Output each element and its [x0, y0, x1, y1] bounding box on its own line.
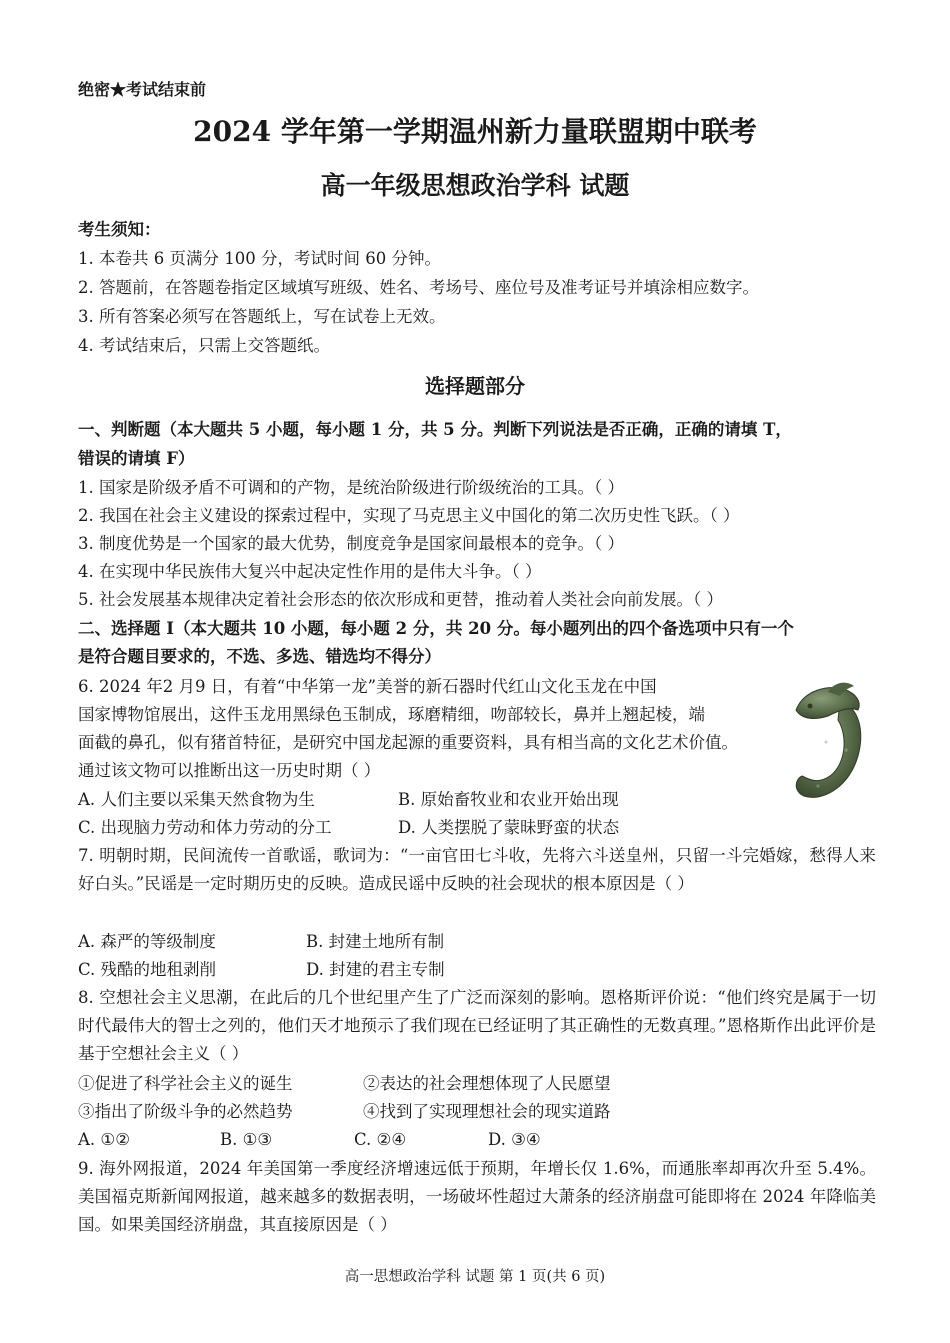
judgment-item: 5. 社会发展基本规律决定着社会形态的依次形成和更替，推动着人类社会向前发展。（ ） [78, 590, 723, 609]
part1-heading-cont: 错误的请填 F） [78, 449, 195, 468]
question-7-option-b: B. 封建土地所有制 [306, 932, 445, 951]
question-8-option-a: A. ①② [78, 1130, 130, 1149]
notice-item: 4. 考试结束后，只需上交答题纸。 [78, 336, 330, 355]
notice-item: 2. 答题前，在答题卷指定区域填写班级、姓名、考场号、座位号及准考证号并填涂相应数字。 [78, 278, 759, 297]
question-8-statement: ②表达的社会理想体现了人民愿望 [363, 1074, 611, 1093]
notice-heading: 考生须知： [78, 220, 161, 239]
question-8-statement: ①促进了科学社会主义的诞生 [78, 1074, 293, 1093]
question-8-statement: ④找到了实现理想社会的现实道路 [363, 1102, 611, 1121]
part2-heading-cont: 是符合题目要求的，不选、多选、错选均不得分） [78, 647, 441, 666]
exam-title: 2024 学年第一学期温州新力量联盟期中联考 [193, 115, 757, 148]
question-9-stem: 9. 海外网报道，2024 年美国第一季度经济增速远低于预期，年增长仅 1.6%，而通胀率却再次升至 5.4%。美国福克斯新闻网报道，越来越多的数据表明，一场破坏性超过大萧条的经济崩盘可能即将在 2024 年降临美国。如果美国经济崩盘，其直接原因是（ ） [78, 1159, 876, 1234]
question-6-option-d: D. 人类摆脱了蒙昧野蛮的状态 [398, 818, 620, 837]
judgment-item: 3. 制度优势是一个国家的最大优势，制度竞争是国家间最根本的竞争。（ ） [78, 534, 624, 553]
notice-item: 1. 本卷共 6 页满分 100 分，考试时间 60 分钟。 [78, 249, 441, 268]
question-8-stem: 8. 空想社会主义思潮，在此后的几个世纪里产生了广泛而深刻的影响。恩格斯评价说：“他们终究是属于一切时代最伟大的智士之列的，他们天才地预示了我们现在已经证明了其正确性的无数真理。”恩格斯作出此评价是基于空想社会主义（ ） [78, 988, 876, 1063]
question-7-stem: 7. 明朝时期，民间流传一首歌谣，歌词为：“一亩官田七斗收，先将六斗送皇州，只留一斗完婚嫁，愁得人来好白头。”民谣是一定时期历史的反映。造成民谣中反映的社会现状的根本原因是（ ） [78, 846, 876, 893]
confidential-label: 绝密★考试结束前 [78, 80, 207, 99]
question-7-option-d: D. 封建的君主专制 [306, 960, 445, 979]
question-6-stem: 通过该文物可以推断出这一历史时期（ ） [78, 761, 381, 780]
question-8-option-d: D. ③④ [488, 1130, 541, 1149]
question-6-option-a: A. 人们主要以采集天然食物为生 [78, 790, 315, 809]
question-6-option-c: C. 出现脑力劳动和体力劳动的分工 [78, 818, 332, 837]
page-footer: 高一思想政治学科 试题 第 1 页(共 6 页) [344, 1269, 606, 1285]
question-6-stem: 面截的鼻孔，似有猪首特征，是研究中国龙起源的重要资料，具有相当高的文化艺术价值。 [78, 733, 738, 752]
question-6-stem: 6. 2024 年2 月9 日，有着“中华第一龙”美誉的新石器时代红山文化玉龙在中国 [78, 677, 657, 696]
notice-item: 3. 所有答案必须写在答题纸上，写在试卷上无效。 [78, 307, 446, 326]
jade-dragon-image [788, 680, 874, 810]
question-8-statement: ③指出了阶级斗争的必然趋势 [78, 1102, 293, 1121]
question-8-option-c: C. ②④ [354, 1130, 407, 1149]
part2-heading: 二、选择题 I（本大题共 10 小题，每小题 2 分，共 20 分。每小题列出的四个备选项中只有一个 [78, 619, 794, 638]
question-7-option-c: C. 残酷的地租剥削 [78, 960, 217, 979]
judgment-item: 4. 在实现中华民族伟大复兴中起决定性作用的是伟大斗争。（ ） [78, 562, 542, 581]
judgment-item: 2. 我国在社会主义建设的探索过程中，实现了马克思主义中国化的第二次历史性飞跃。（ ） [78, 506, 740, 525]
judgment-item: 1. 国家是阶级矛盾不可调和的产物，是统治阶级进行阶级统治的工具。（ ） [78, 478, 624, 497]
exam-subtitle: 高一年级思想政治学科 试题 [320, 171, 630, 200]
question-7-option-a: A. 森严的等级制度 [78, 932, 216, 951]
question-8-option-b: B. ①③ [220, 1130, 273, 1149]
question-6-option-b: B. 原始畜牧业和农业开始出现 [398, 790, 619, 809]
part1-heading: 一、判断题（本大题共 5 小题，每小题 1 分，共 5 分。判断下列说法是否正确，正确的请填 T， [78, 420, 792, 439]
question-6-stem: 国家博物馆展出，这件玉龙用黑绿色玉制成，琢磨精细，吻部较长，鼻并上翘起棱，端 [78, 705, 705, 724]
section-title: 选择题部分 [425, 374, 525, 398]
